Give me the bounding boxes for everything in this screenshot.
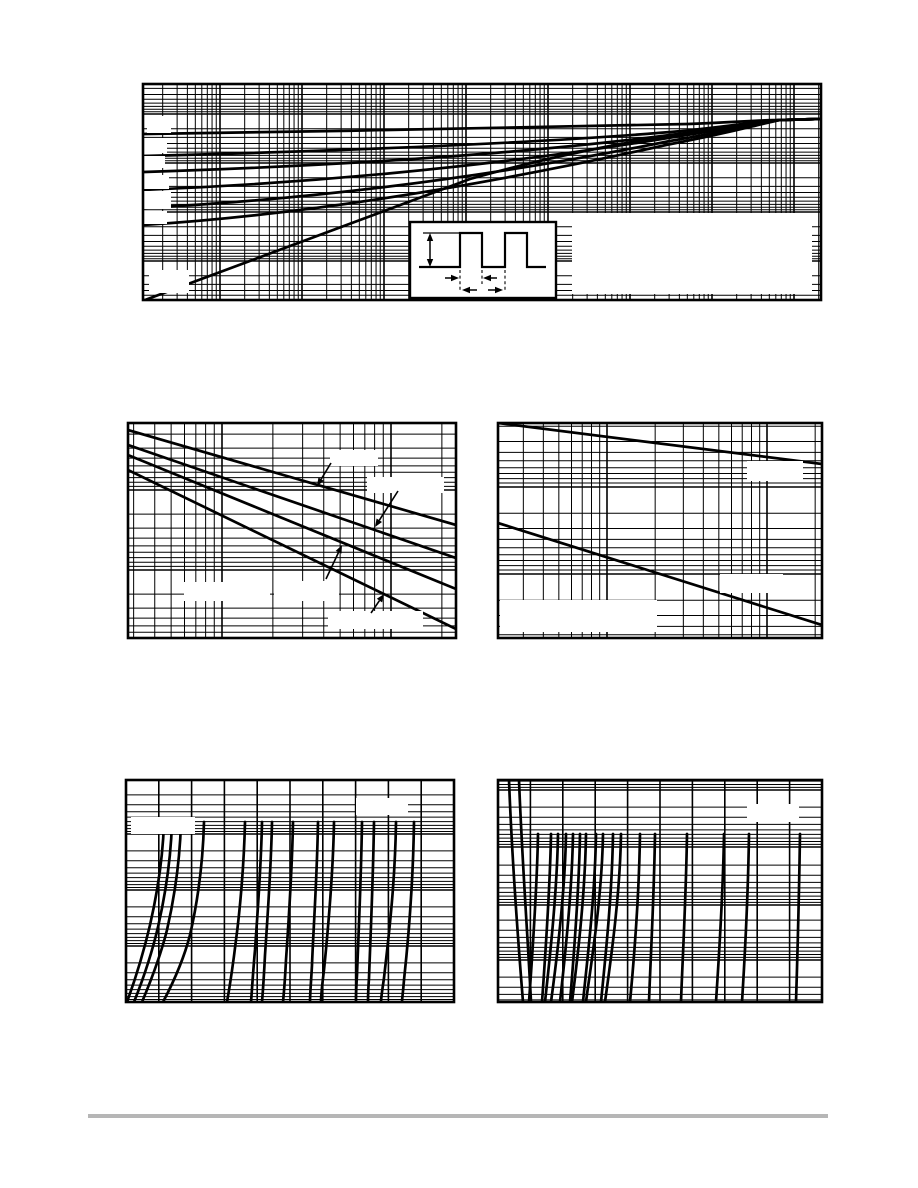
redacted-label <box>330 450 378 466</box>
redacted-labels-steep-curve-family-right <box>747 804 799 822</box>
limit-line-2 <box>128 445 456 558</box>
redacted-label <box>144 211 167 224</box>
redacted-label <box>149 270 189 293</box>
curve-05 <box>227 822 245 1002</box>
redacted-label <box>147 116 171 133</box>
curve-12 <box>368 822 374 1002</box>
limit-line-3 <box>128 455 456 589</box>
redacted-label <box>144 175 169 189</box>
steep-curve-family-chart-right <box>492 774 828 1008</box>
redacted-label <box>747 804 799 822</box>
redacted-label <box>367 477 444 493</box>
redacted-label <box>720 574 783 593</box>
transient-thermal-response-chart <box>137 78 827 306</box>
redacted-label <box>500 600 657 632</box>
redacted-label <box>131 817 195 834</box>
safe-operating-area-chart <box>122 417 462 644</box>
redacted-label <box>747 461 803 481</box>
redacted-label <box>144 138 167 153</box>
redacted-label <box>328 611 423 629</box>
curve-08 <box>283 822 293 1002</box>
redacted-label <box>184 582 270 601</box>
derating-lines-chart <box>492 417 828 644</box>
blank-legend-box <box>572 213 812 294</box>
footer-divider-rule <box>88 1114 828 1118</box>
curve-07 <box>262 822 272 1002</box>
redacted-label <box>356 798 408 815</box>
curve-11 <box>356 822 362 1002</box>
curve-14 <box>402 822 414 1002</box>
steep-curve-family-chart-left <box>120 774 460 1008</box>
series-steep-curve-family-left <box>127 822 414 1002</box>
redacted-label <box>274 581 339 601</box>
curve-09 <box>310 822 318 1002</box>
pulse-waveform-inset <box>410 222 556 298</box>
redacted-label <box>144 191 171 209</box>
series-derating-lines <box>498 423 822 625</box>
redacted-label <box>144 156 165 168</box>
upper-line <box>498 423 822 464</box>
limit-line-4 <box>128 470 456 629</box>
